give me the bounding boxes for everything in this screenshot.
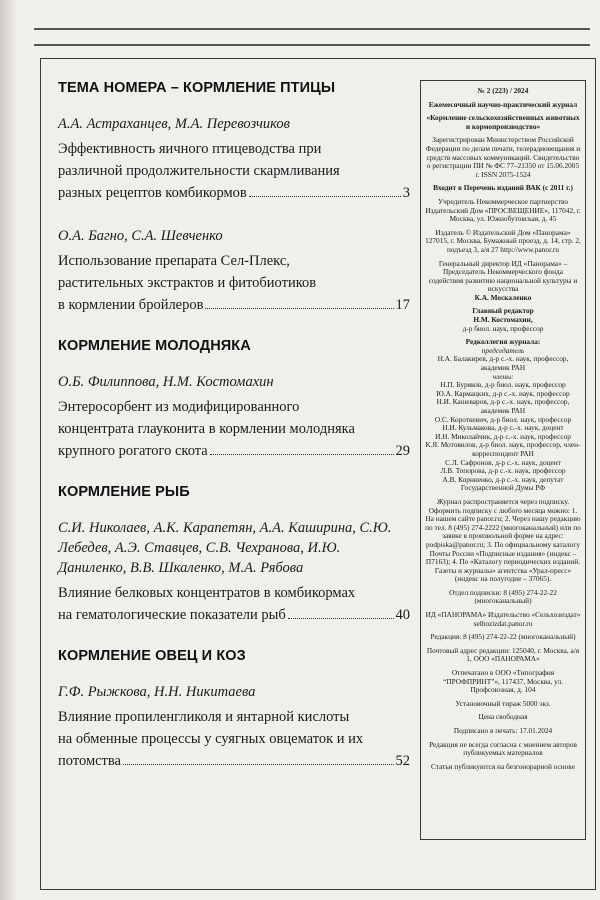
article-title-line [58,582,410,604]
vak-info: Входит в Перечень изданий ВАК (с 2011 г.) [433,183,573,193]
issue-number: № 2 (223) / 2024 [477,86,529,95]
toc-section [58,648,410,772]
chair: Н.А. Балакирев, д-р с.-х. наук, профессор, академик РАН [437,354,569,373]
article-title-line [58,604,410,626]
price: Цена свободная [478,712,528,722]
article-title-text: Влияние белковых концентратов в комбикормах [58,585,356,601]
leader-dots [249,196,401,197]
article-title-line [58,182,410,204]
registration-info: Зарегистрирован Министерством Российской Федерации по делам печати, телерадиовещания и средств массовых коммуникаций. Свидетельство о регистрации ПИ № ФС 77–21350 от 15.06.2005 г. ISSN 2075-1524 [425,135,581,179]
chair-label: председатель [481,345,525,355]
page-number: 17 [395,297,410,313]
board-member: Н.И. Кульмакова, д-р с.-х. наук, доцент [442,423,564,433]
board-member: И.Н. Миколайчик, д-р с.-х. наук, профессор [435,431,571,441]
article-title-line [58,160,410,182]
publisher-info: Издатель © Издательский Дом «Панорама» 127015, г. Москва, Бумажный проезд, д. 14, стр. 2, подъезд 3, а/я 27 http://www.panor.ru [425,227,581,254]
article-title-line [58,440,410,462]
article-title-text: на гематологические показатели рыб [58,607,286,623]
toc-entry[interactable] [58,226,410,316]
leader-dots [288,618,394,619]
article-title-text: Эффективность яичного птицеводства при [58,141,322,157]
leader-dots [205,308,393,309]
subscription-info: Журнал распространяется через подписку. Оформить подписку с любого месяца можно: 1. На нашем сайте panor.ru; 2. Через нашу редакцию по тел. 8 (495) 274-2222 (многоканальный) или по заявке в произвольной форме на адрес: podpiska@panor.ru; 3. По официальному каталогу Почты России «Подписные издания» (индекс – П7163); 4. По «Каталогу периодических изданий. Газеты и журналы» агентства «Урал-пресс» (индекс на полугодие – 37065). [425,496,581,584]
article-title-text: Влияние пропиленгликоля и янтарной кислоты [58,709,350,725]
article-title-text: растительных экстрактов и фитобиотиков [58,275,317,291]
article-authors: О.А. Багно, С.А. Шевченко [58,228,223,244]
leader-dots [210,454,394,455]
imprint-sidebar [420,80,586,840]
section-heading: ТЕМА НОМЕРА – КОРМЛЕНИЕ ПТИЦЫ [58,80,336,96]
page-shadow [0,0,18,900]
article-title-text: Использование препарата Сел-Плекс, [58,253,290,269]
section-heading: КОРМЛЕНИЕ ОВЕЦ И КОЗ [58,648,246,664]
article-title-line [58,396,410,418]
article-authors: Г.Ф. Рыжкова, Н.Н. Никитаева [58,684,256,700]
toc-entry[interactable] [58,518,410,626]
circulation: Установочный тираж 5000 экз. [455,698,551,708]
page-number: 40 [395,607,410,623]
board-member: С.Л. Сафронов, д-р с.-х. наук, доцент [445,457,561,467]
editorial-phone: Редакция: 8 (495) 274-22-22 (многоканальный) [430,632,576,642]
board-member: О.С. Короткевич, д-р биол. наук, профессор [434,414,572,424]
section-heading: КОРМЛЕНИЕ МОЛОДНЯКА [58,338,251,354]
board-label: Редколлегия журнала: [465,337,541,347]
article-title-line [58,294,410,316]
article-authors: О.Б. Филиппова, Н.М. Костомахин [58,374,274,390]
board-member: А.В. Корниенко, д-р с.-х. наук, депутат Государственной Думы РФ [442,474,564,493]
toc-section [58,80,410,316]
journal-type: Ежемесячный научно-практический журнал [428,99,578,109]
article-title-text: разных рецептов комбикормов [58,185,247,201]
article-title-line [58,706,410,728]
article-authors: А.А. Астраханцев, М.А. Перевозчиков [58,116,290,132]
signed-date: Подписано в печать: 17.01.2024 [453,726,553,735]
article-title-line [58,250,410,272]
article-title-text: потомства [58,753,121,769]
article-authors: С.И. Николаев, А.К. Карапетян, А.А. Каширина, С.Ю. Лебедев, А.Э. Ставцев, С.В. Чехранова, И.Ю. Даниленко, В.В. Шкаленко, М.А. Рябова [58,520,392,576]
article-title-line [58,418,410,440]
article-title-line [58,138,410,160]
printing-house: Отпечатано в ООО «Типография “ПРОФПРИНТ”», 117437, Москва, ул. Профсоюзная, д. 104 [443,668,563,695]
subscription-dept: Отдел подписки: 8 (495) 274-22-22 (многоканальный) [449,587,557,606]
editorial-disclaimer: Редакция не всегда согласна с мнением авторов публикуемых материалов [429,739,577,758]
panorama-info: ИД «ПАНОРАМА» Издательство «Сельхозиздат» selhozizdat.panor.ru [425,610,581,628]
toc-entry[interactable] [58,114,410,204]
postal-address: Почтовый адрес редакции: 125040, г. Москва, а/я 1, ООО «ПАНОРАМА» [426,645,580,664]
page-number: 29 [395,443,410,459]
article-title-line [58,750,410,772]
board-member: Н.И. Кашеваров, д-р с.-х. наук, профессор, академик РАН [436,397,570,415]
page-number: 3 [402,185,410,201]
article-title-text: концентрата глауконита в кормлении молодняка [58,421,355,437]
founder-info: Учредитель Некоммерческое партнерство Издательский Дом «ПРОСВЕЩЕНИЕ», 117042, г. Москва, ул. Южнобутовская, д. 45 [425,196,581,224]
table-of-contents [58,80,410,794]
section-heading: КОРМЛЕНИЕ РЫБ [58,484,190,500]
board-member: Н.П. Буряков, д-р биол. наук, профессор [440,380,566,390]
board-member: Ю.А. Кармацких, д-р с.-х. наук, профессор [436,388,570,398]
leader-dots [123,764,394,765]
fee-note: Статьи публикуются на безгонорарной основе [431,761,575,771]
director-name: К.А. Москаленко [474,292,532,302]
toc-section [58,338,410,462]
board-member: К.Я. Мотовилов, д-р биол. наук, профессор, член-корреспондент РАН [425,440,581,458]
board-members [425,381,581,493]
editor-name: Н.М. Костомахин, [473,315,533,325]
editor-label: Главный редактор [472,306,534,316]
editor-degree: д-р биол. наук, профессор [462,323,544,333]
article-title-text: Энтеросорбент из модифицированного [58,399,300,415]
article-title-line [58,272,410,294]
toc-entry[interactable] [58,682,410,772]
article-title-text: в кормлении бройлеров [58,297,204,313]
toc-section [58,484,410,626]
journal-name: «Кормление сельскохозяйственных животных и кормопроизводство» [426,113,580,131]
members-label: члены: [492,371,514,381]
article-title-line [58,728,410,750]
page-number: 52 [395,753,410,769]
toc-entry[interactable] [58,372,410,462]
director-info: Генеральный директор ИД «Панорама» – Председатель Некоммерческого фонда содействия развитию национальной культуры и искусства [428,258,578,294]
header-rule [34,28,590,46]
article-title-text: крупного рогатого скота [58,443,208,459]
article-title-text: различной продолжительности скармливания [58,163,340,179]
board-member: Л.В. Топорова, д-р с.-х. наук, профессор [440,466,566,476]
article-title-text: на обменные процессы у суягных овцематок и их [58,731,364,747]
